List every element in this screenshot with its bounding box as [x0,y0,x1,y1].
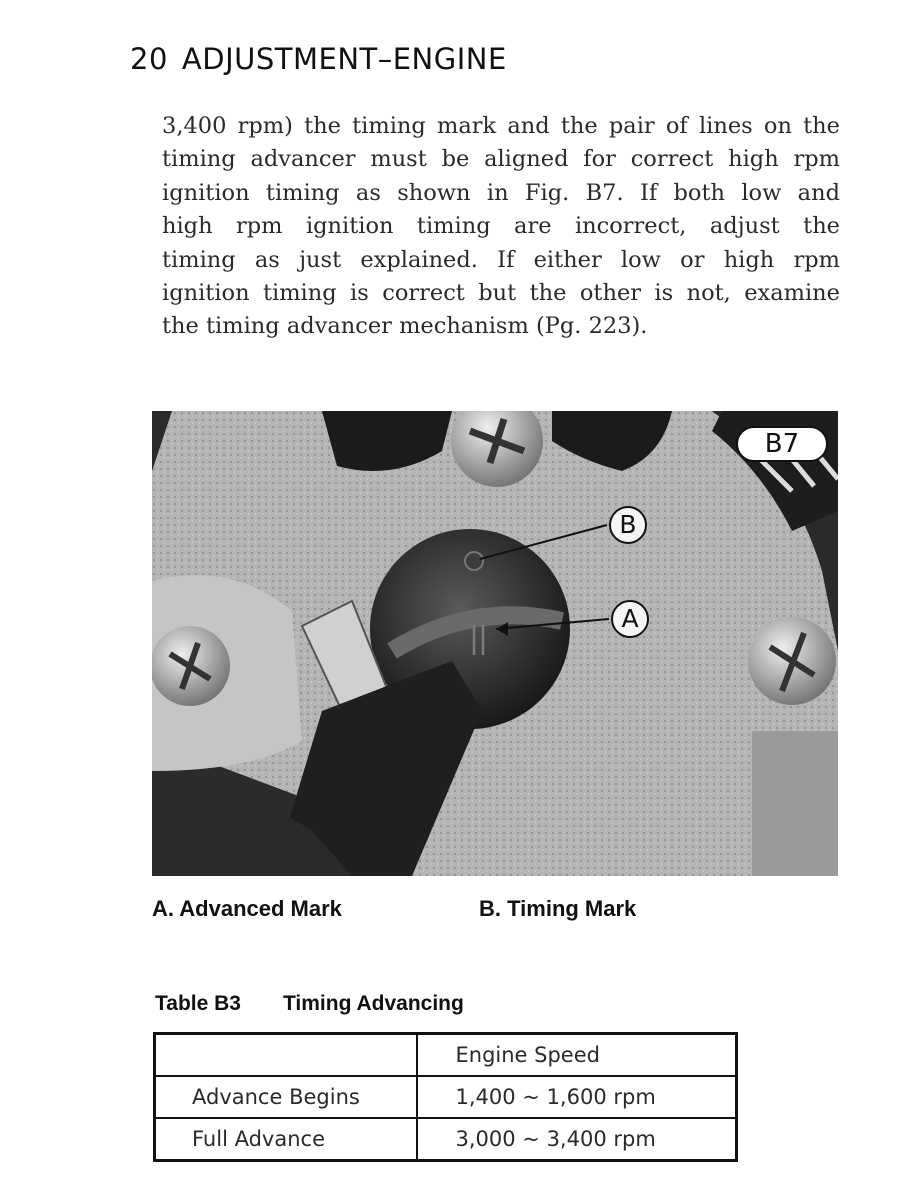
timing-advancer-photo [152,411,838,876]
page-number: 20 [130,42,168,76]
timing-mark-point [465,552,483,570]
row-label: Advance Begins [155,1076,417,1118]
timing-advancing-table [153,1032,738,1162]
table-header-row [155,1034,737,1077]
table-header-cell: Engine Speed [417,1034,737,1077]
caption-advanced-mark: A. Advanced Mark [152,896,342,921]
text-line: 3,400 rpm) the timing mark and the pair of lines on the [162,113,840,139]
section-title: ADJUSTMENT–ENGINE [181,42,507,76]
table-row [155,1118,737,1161]
table-name: Timing Advancing [282,992,464,1015]
right-post [752,731,838,876]
text-line: ignition timing is correct but the other is not, examine [162,280,840,307]
figure-label: B7 [736,426,828,462]
callout-a: A [611,600,649,638]
row-value: 3,000 ~ 3,400 rpm [417,1118,737,1161]
caption-timing-mark: B. Timing Mark [479,896,637,921]
text-line: high rpm ignition timing are incorrect, adjust the [162,213,840,240]
body-paragraph [162,110,840,344]
photo-illustration [152,411,838,876]
figure-captions [152,896,752,926]
table-header-cell [155,1034,417,1077]
text-line: ignition timing as shown in Fig. B7. If both low and [162,179,840,206]
text-line: timing advancer must be aligned for correct high rpm [162,146,840,173]
table-title [155,992,464,1016]
text-line: timing as just explained. If either low or high rpm [162,246,840,273]
page-header [130,42,507,76]
row-value: 1,400 ~ 1,600 rpm [417,1076,737,1118]
table-row [155,1076,737,1118]
text-line: the timing advancer mechanism (Pg. 223). [162,313,648,340]
row-label: Full Advance [155,1118,417,1161]
callout-b: B [609,506,647,544]
table-id: Table B3 [155,992,241,1015]
